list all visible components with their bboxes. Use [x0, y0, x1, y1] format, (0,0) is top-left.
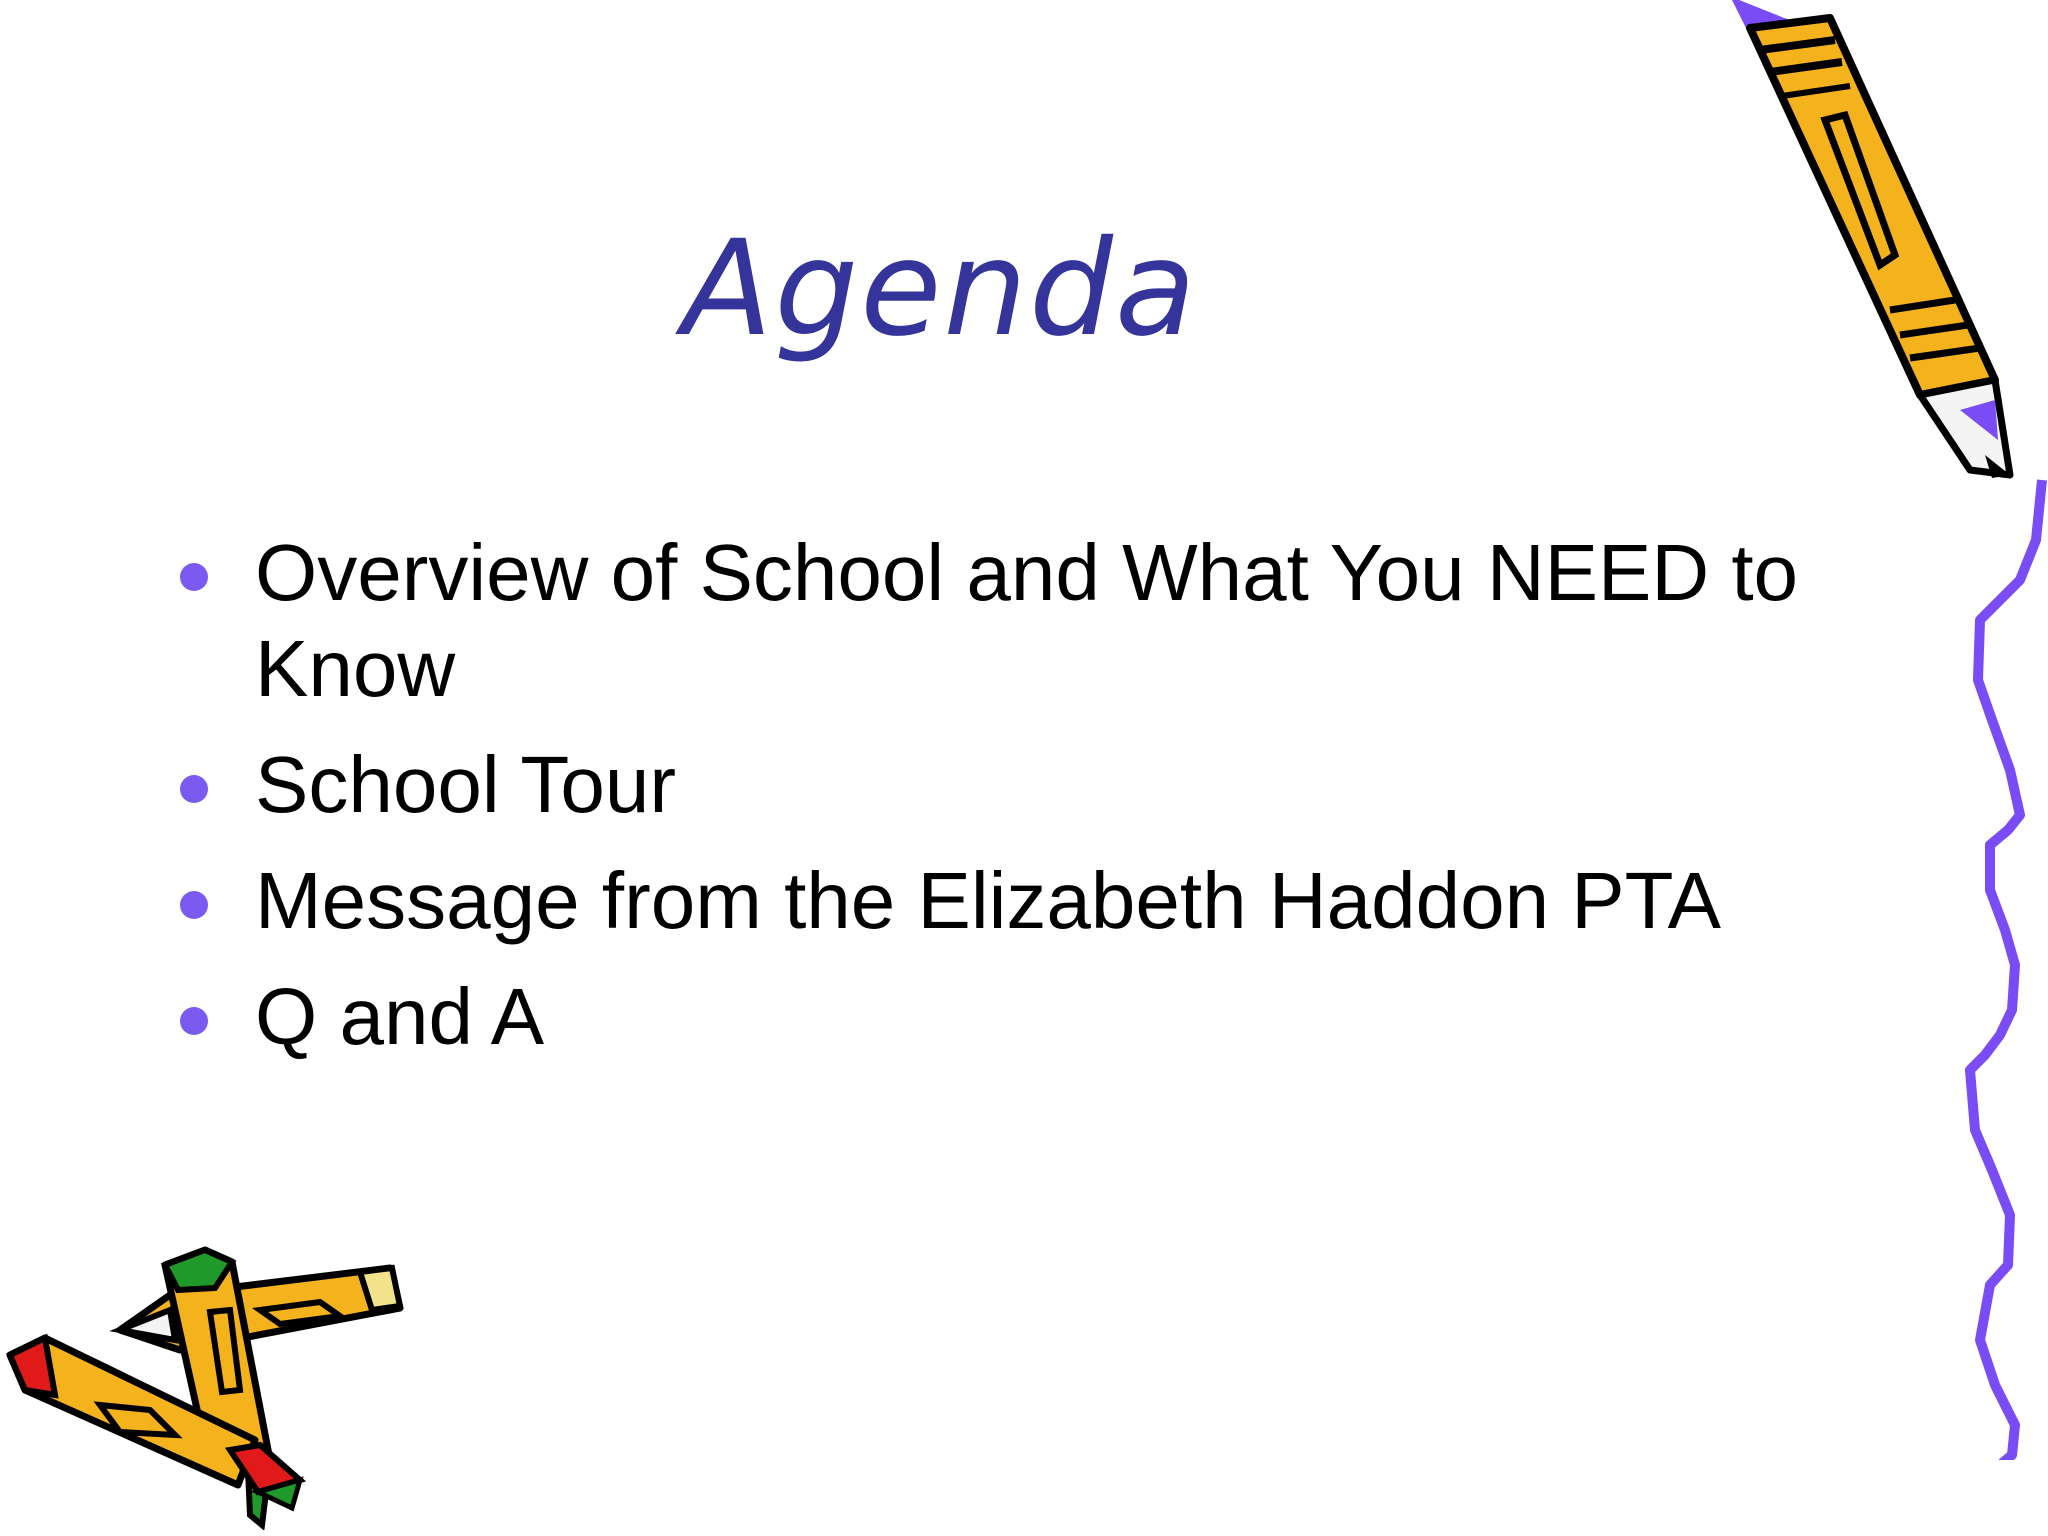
bullet-item	[170, 969, 1850, 1065]
bullet-text: Message from the Elizabeth Haddon PTA	[255, 856, 1721, 945]
bullet-dot-icon	[180, 1007, 208, 1035]
squiggle-decoration	[1950, 470, 2048, 1460]
bullet-item	[170, 525, 1850, 717]
bullet-dot-icon	[180, 775, 208, 803]
bullet-list	[170, 525, 1850, 1085]
bullet-dot-icon	[180, 563, 208, 591]
slide-title: Agenda	[682, 212, 1198, 366]
bullet-dot-icon	[180, 891, 208, 919]
pencils-cluster-icon	[0, 1240, 420, 1530]
bullet-text: Q and A	[255, 972, 545, 1061]
bullet-item	[170, 853, 1850, 949]
bullet-text: Overview of School and What You NEED to Know	[255, 528, 1799, 713]
bullet-text: School Tour	[255, 740, 677, 829]
bullet-item	[170, 737, 1850, 833]
